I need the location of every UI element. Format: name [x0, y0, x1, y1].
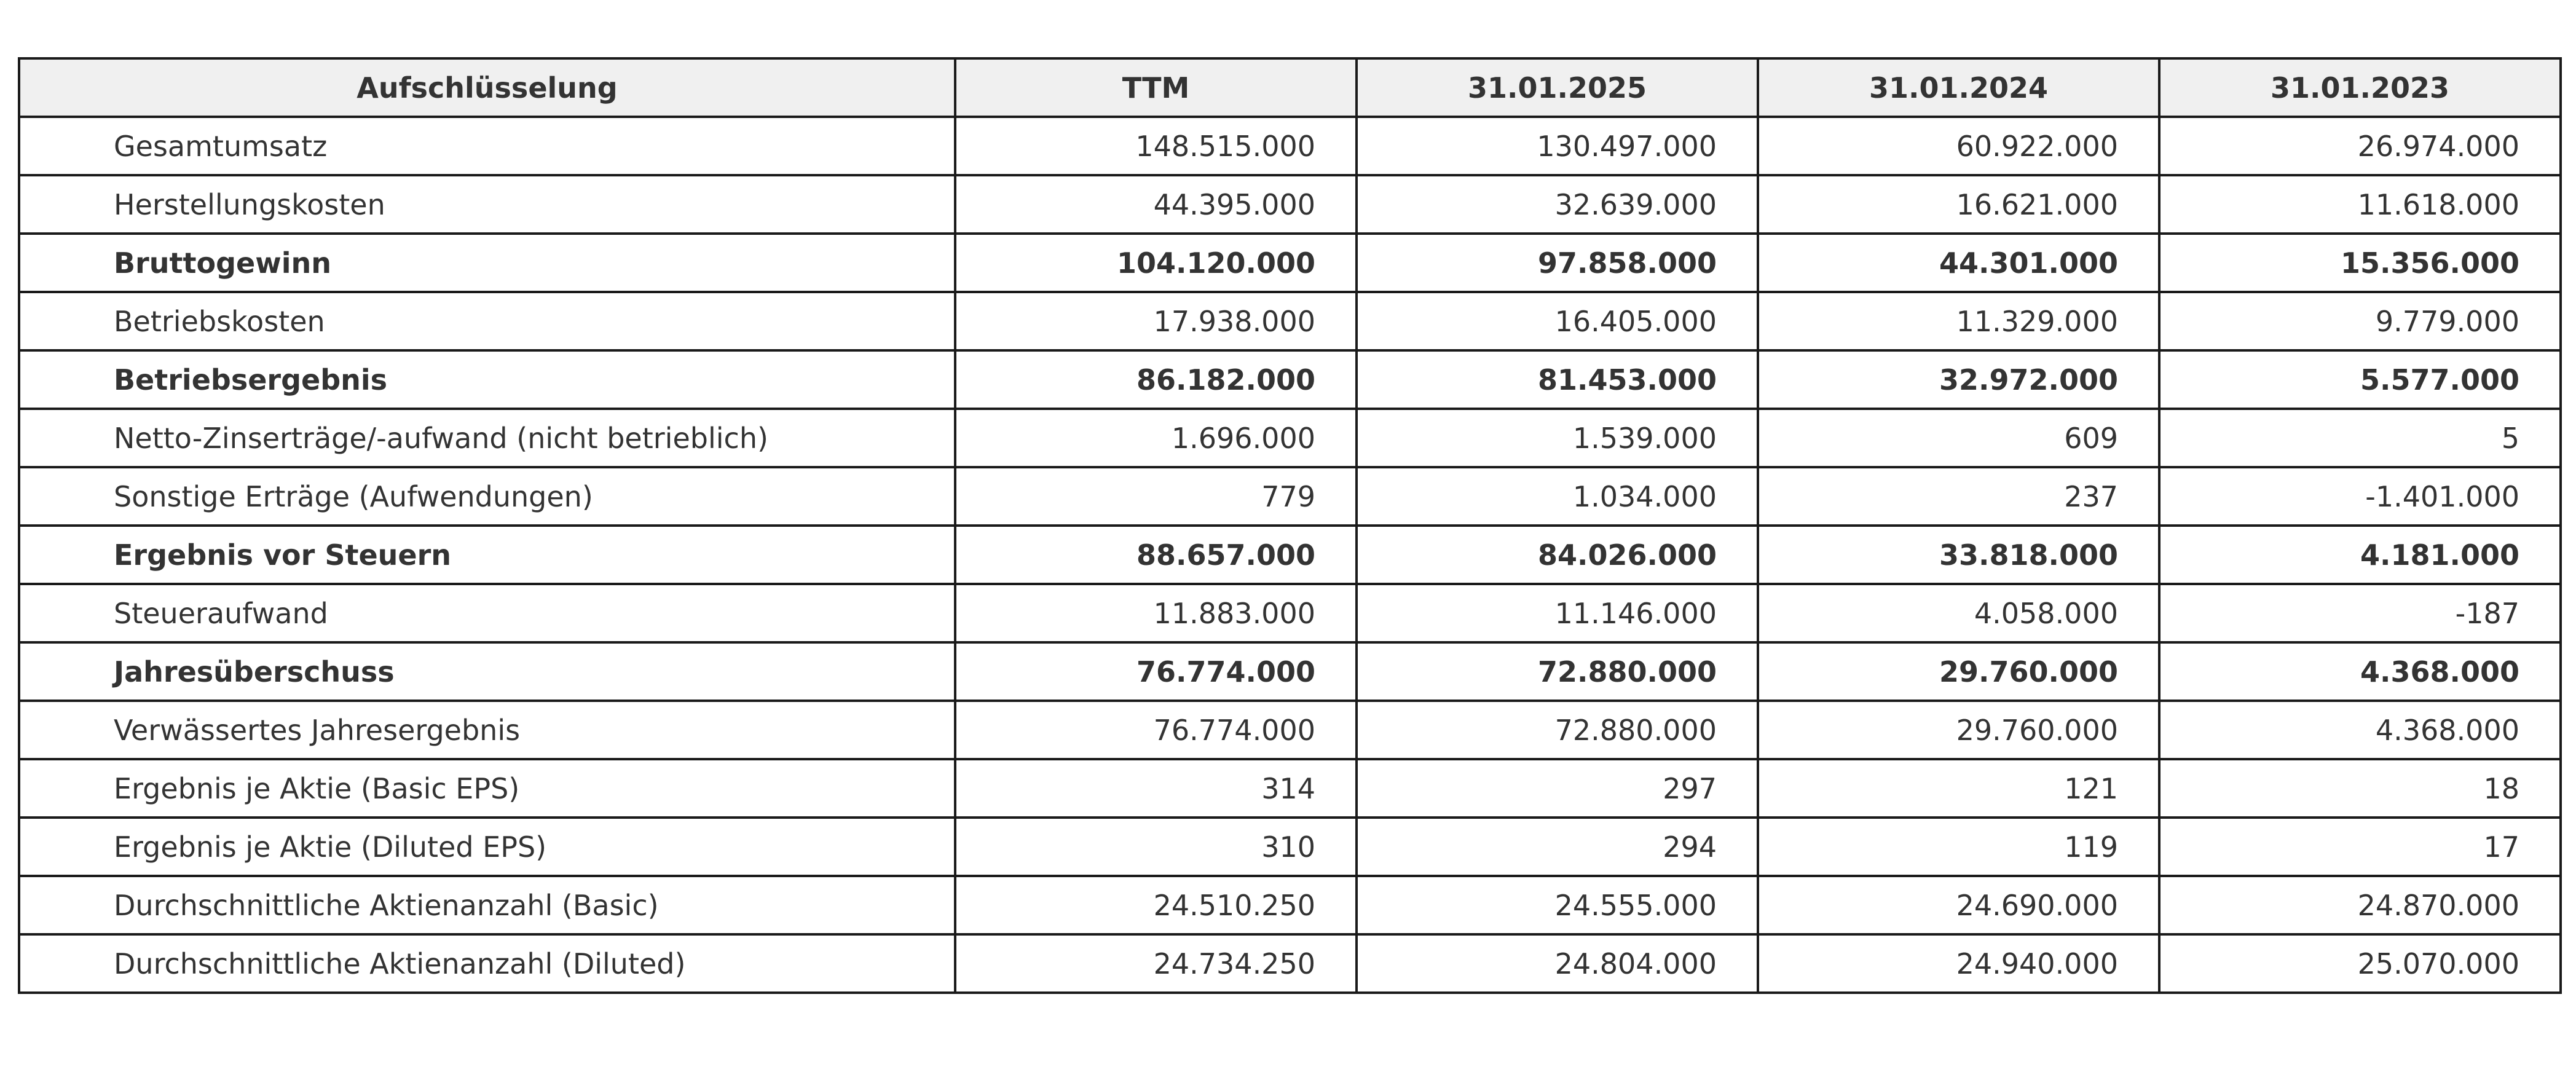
- value-2023: 26.974.000: [2159, 117, 2561, 175]
- value-2023: 18: [2159, 759, 2561, 818]
- value-2024: 44.301.000: [1758, 234, 2159, 292]
- table-row: [19, 175, 2561, 234]
- value-2023: 5.577.000: [2159, 350, 2561, 409]
- table-row: [19, 642, 2561, 701]
- value-2024: 11.329.000: [1758, 292, 2159, 350]
- value-2023: 9.779.000: [2159, 292, 2561, 350]
- value-2024: 33.818.000: [1758, 526, 2159, 584]
- value-ttm: 76.774.000: [955, 701, 1357, 759]
- value-2025: 72.880.000: [1357, 642, 1758, 701]
- value-ttm: 24.734.250: [955, 934, 1357, 993]
- value-ttm: 44.395.000: [955, 175, 1357, 234]
- table-row: [19, 467, 2561, 526]
- table-row: [19, 350, 2561, 409]
- row-label: Jahresüberschuss: [19, 642, 955, 701]
- value-2025: 294: [1357, 818, 1758, 876]
- value-ttm: 24.510.250: [955, 876, 1357, 934]
- row-label: Betriebsergebnis: [19, 350, 955, 409]
- value-2025: 1.539.000: [1357, 409, 1758, 467]
- row-label: Sonstige Erträge (Aufwendungen): [19, 467, 955, 526]
- row-label: Ergebnis vor Steuern: [19, 526, 955, 584]
- value-2024: 29.760.000: [1758, 642, 2159, 701]
- value-2025: 297: [1357, 759, 1758, 818]
- table-row: [19, 876, 2561, 934]
- value-2023: -187: [2159, 584, 2561, 642]
- row-label: Netto-Zinserträge/-aufwand (nicht betrieblich): [19, 409, 955, 467]
- value-ttm: 148.515.000: [955, 117, 1357, 175]
- value-2025: 72.880.000: [1357, 701, 1758, 759]
- value-ttm: 779: [955, 467, 1357, 526]
- value-2025: 16.405.000: [1357, 292, 1758, 350]
- value-ttm: 310: [955, 818, 1357, 876]
- value-2024: 121: [1758, 759, 2159, 818]
- row-label: Ergebnis je Aktie (Diluted EPS): [19, 818, 955, 876]
- income-statement-table: [18, 57, 2562, 994]
- table-row: [19, 526, 2561, 584]
- value-2025: 97.858.000: [1357, 234, 1758, 292]
- row-label: Herstellungskosten: [19, 175, 955, 234]
- table-row: [19, 759, 2561, 818]
- value-2023: 4.368.000: [2159, 642, 2561, 701]
- value-2023: 25.070.000: [2159, 934, 2561, 993]
- value-2024: 60.922.000: [1758, 117, 2159, 175]
- value-2023: 15.356.000: [2159, 234, 2561, 292]
- value-ttm: 104.120.000: [955, 234, 1357, 292]
- row-label: Betriebskosten: [19, 292, 955, 350]
- table-row: [19, 409, 2561, 467]
- value-2023: 11.618.000: [2159, 175, 2561, 234]
- value-2025: 84.026.000: [1357, 526, 1758, 584]
- value-2024: 119: [1758, 818, 2159, 876]
- value-2024: 29.760.000: [1758, 701, 2159, 759]
- value-2023: 4.368.000: [2159, 701, 2561, 759]
- row-label: Gesamtumsatz: [19, 117, 955, 175]
- column-header-2024: 31.01.2024: [1758, 58, 2159, 117]
- value-ttm: 314: [955, 759, 1357, 818]
- row-label: Durchschnittliche Aktienanzahl (Basic): [19, 876, 955, 934]
- row-label: Ergebnis je Aktie (Basic EPS): [19, 759, 955, 818]
- value-2023: 5: [2159, 409, 2561, 467]
- column-header-ttm: TTM: [955, 58, 1357, 117]
- value-ttm: 17.938.000: [955, 292, 1357, 350]
- value-2025: 11.146.000: [1357, 584, 1758, 642]
- value-2025: 24.555.000: [1357, 876, 1758, 934]
- table-row: [19, 934, 2561, 993]
- value-2024: 237: [1758, 467, 2159, 526]
- table-row: [19, 818, 2561, 876]
- column-header-breakdown: Aufschlüsselung: [19, 58, 955, 117]
- value-ttm: 1.696.000: [955, 409, 1357, 467]
- value-2024: 24.940.000: [1758, 934, 2159, 993]
- value-2025: 130.497.000: [1357, 117, 1758, 175]
- value-2023: 24.870.000: [2159, 876, 2561, 934]
- table-row: [19, 292, 2561, 350]
- row-label: Bruttogewinn: [19, 234, 955, 292]
- column-header-2025: 31.01.2025: [1357, 58, 1758, 117]
- table-row: [19, 584, 2561, 642]
- value-2025: 32.639.000: [1357, 175, 1758, 234]
- value-2024: 16.621.000: [1758, 175, 2159, 234]
- value-2023: 17: [2159, 818, 2561, 876]
- value-2024: 609: [1758, 409, 2159, 467]
- value-ttm: 88.657.000: [955, 526, 1357, 584]
- value-2024: 32.972.000: [1758, 350, 2159, 409]
- row-label: Steueraufwand: [19, 584, 955, 642]
- table-body: [19, 117, 2561, 993]
- value-2025: 24.804.000: [1357, 934, 1758, 993]
- value-2023: -1.401.000: [2159, 467, 2561, 526]
- table-row: [19, 117, 2561, 175]
- table-row: [19, 234, 2561, 292]
- value-2025: 1.034.000: [1357, 467, 1758, 526]
- value-2024: 4.058.000: [1758, 584, 2159, 642]
- table-header: [19, 58, 2561, 117]
- header-row: [19, 58, 2561, 117]
- table-row: [19, 701, 2561, 759]
- value-2023: 4.181.000: [2159, 526, 2561, 584]
- value-2024: 24.690.000: [1758, 876, 2159, 934]
- value-ttm: 76.774.000: [955, 642, 1357, 701]
- column-header-2023: 31.01.2023: [2159, 58, 2561, 117]
- row-label: Verwässertes Jahresergebnis: [19, 701, 955, 759]
- row-label: Durchschnittliche Aktienanzahl (Diluted): [19, 934, 955, 993]
- value-ttm: 86.182.000: [955, 350, 1357, 409]
- value-2025: 81.453.000: [1357, 350, 1758, 409]
- value-ttm: 11.883.000: [955, 584, 1357, 642]
